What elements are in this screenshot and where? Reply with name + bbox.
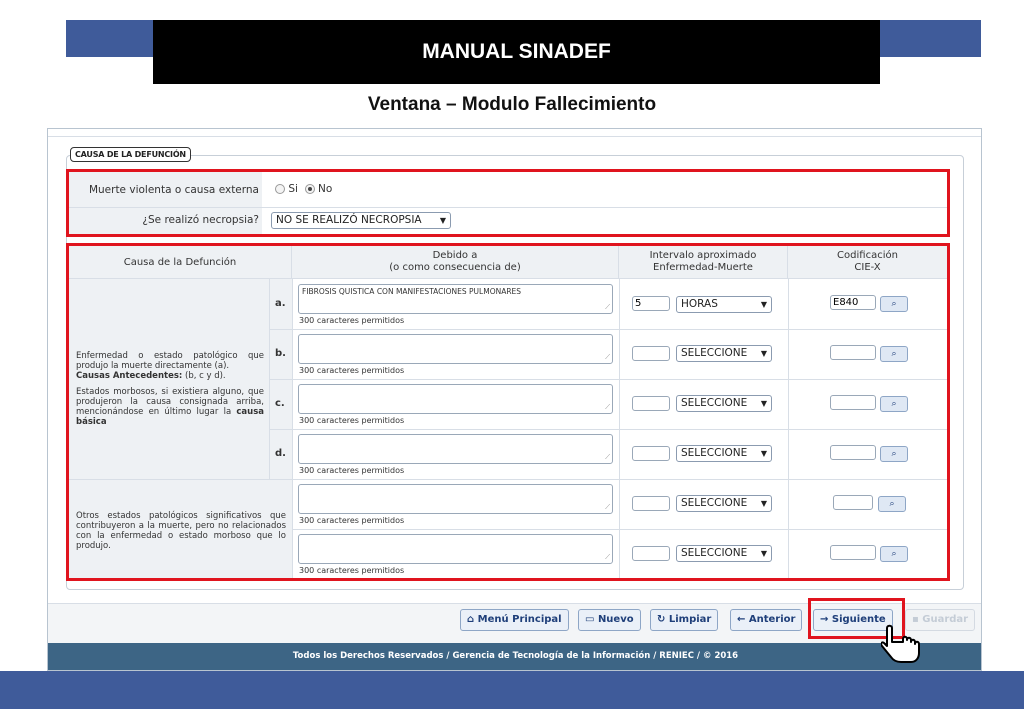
- header-interval-l2: Enfermedad-Muerte: [653, 262, 753, 273]
- header-stripe-right: [876, 20, 981, 57]
- search-icon[interactable]: ⌕: [880, 446, 908, 462]
- home-icon: ⌂: [467, 614, 475, 625]
- footer: Todos los Derechos Reservados / Gerencia de Tecnología de la Información / RENIEC / © 2016: [48, 643, 982, 671]
- other-states-description: Otros estados patológicos significativos que contribuyeron a la muerte, pero no relacionados con la enfermedad o estado morboso que lo produjo.: [76, 511, 286, 551]
- menu-principal-button[interactable]: [460, 609, 569, 631]
- unit-value-c: SELECCIONE: [681, 397, 748, 409]
- nuevo-label: Nuevo: [597, 614, 634, 625]
- unit-value-other-2: SELECCIONE: [681, 547, 748, 559]
- desc-direct: Enfermedad o estado patológico que produjo la muerte directamente (a).: [76, 351, 264, 371]
- siguiente-label: Siguiente: [831, 614, 886, 625]
- desc-basic-cause: causa básica: [76, 407, 264, 427]
- new-document-icon: ▭: [585, 614, 595, 625]
- header-cause: Causa de la Defunción: [69, 246, 292, 279]
- char-hint: 300 caracteres permitidos: [299, 316, 405, 325]
- resize-grip-icon: ⟋: [605, 353, 610, 361]
- anterior-button[interactable]: [730, 609, 802, 631]
- window-subtitle: Ventana – Modulo Fallecimiento: [367, 94, 657, 115]
- slide-bottom-band: [0, 671, 1024, 709]
- desc-morbid-text: Estados morbosos, si existiera alguno, que produjeron la causa consignada arriba, mencionándose en último lugar la: [76, 387, 264, 417]
- chevron-down-icon: ▼: [760, 449, 767, 458]
- row-letter-b: b.: [275, 348, 286, 359]
- save-icon: ▪: [912, 614, 919, 625]
- section-legend: CAUSA DE LA DEFUNCIÓN: [70, 147, 191, 162]
- row-letter-c: c.: [275, 398, 285, 409]
- limpiar-button[interactable]: [650, 609, 718, 631]
- arrow-right-icon: →: [820, 614, 829, 625]
- highlight-box-top: [66, 169, 950, 237]
- radio-si-label: Si: [288, 183, 298, 195]
- code-input-a[interactable]: E840: [830, 295, 876, 310]
- chevron-down-icon: ▼: [760, 399, 767, 408]
- nuevo-button[interactable]: [578, 609, 641, 631]
- header-stripe-left: [66, 20, 156, 57]
- cause-text-a: FIBROSIS QUISTICA CON MANIFESTACIONES PULMONARES: [302, 287, 522, 296]
- search-icon[interactable]: ⌕: [878, 496, 906, 512]
- desc-antecedents-rest: (b, c y d).: [182, 371, 226, 381]
- chevron-down-icon: ▼: [760, 549, 767, 558]
- search-icon[interactable]: ⌕: [880, 346, 908, 362]
- char-hint: 300 caracteres permitidos: [299, 466, 405, 475]
- char-hint: 300 caracteres permitidos: [299, 566, 405, 575]
- limpiar-label: Limpiar: [668, 614, 712, 625]
- resize-grip-icon: ⟋: [605, 553, 610, 561]
- resize-grip-icon: ⟋: [605, 453, 610, 461]
- char-hint: 300 caracteres permitidos: [299, 416, 405, 425]
- chevron-down-icon: ▼: [760, 349, 767, 358]
- necropsy-value: NO SE REALIZÓ NECROPSIA: [276, 214, 422, 226]
- guardar-label: Guardar: [922, 614, 969, 625]
- anterior-label: Anterior: [748, 614, 796, 625]
- unit-value-b: SELECCIONE: [681, 347, 748, 359]
- highlight-box-table: [66, 243, 950, 581]
- resize-grip-icon: ⟋: [605, 403, 610, 411]
- resize-grip-icon: ⟋: [605, 303, 610, 311]
- search-icon[interactable]: ⌕: [880, 396, 908, 412]
- header-code-l1: Codificación: [837, 250, 898, 261]
- row-letter-a: a.: [275, 298, 286, 309]
- arrow-left-icon: ←: [737, 614, 746, 625]
- char-hint: 300 caracteres permitidos: [299, 366, 405, 375]
- interval-input-a[interactable]: 5: [632, 296, 670, 311]
- chevron-down-icon: ▼: [439, 216, 446, 225]
- chevron-down-icon: ▼: [760, 499, 767, 508]
- unit-value-other-1: SELECCIONE: [681, 497, 748, 509]
- header-code-l2: CIE-X: [854, 262, 881, 273]
- desc-antecedents-bold: Causas Antecedentes:: [76, 371, 183, 381]
- menu-principal-label: Menú Principal: [477, 614, 562, 625]
- refresh-icon: ↻: [657, 614, 666, 625]
- app-screenshot: [47, 128, 982, 671]
- search-icon[interactable]: ⌕: [880, 296, 908, 312]
- resize-grip-icon: ⟋: [605, 503, 610, 511]
- necropsy-label: ¿Se realizó necropsia?: [142, 214, 259, 226]
- search-icon[interactable]: ⌕: [880, 546, 908, 562]
- unit-value-a: HORAS: [681, 298, 718, 310]
- header-due-to-l1: Debido a: [432, 250, 478, 261]
- radio-no-label: No: [317, 183, 333, 195]
- manual-title: MANUAL SINADEF: [153, 20, 880, 84]
- unit-value-d: SELECCIONE: [681, 447, 748, 459]
- header-interval-l1: Intervalo aproximado: [649, 250, 757, 261]
- chevron-down-icon: ▼: [760, 300, 767, 309]
- char-hint: 300 caracteres permitidos: [299, 516, 405, 525]
- pointer-hand-icon: [881, 624, 923, 664]
- row-letter-d: d.: [275, 448, 286, 459]
- violent-death-label: Muerte violenta o causa externa: [88, 184, 259, 196]
- header-due-to-l2: (o como consecuencia de): [389, 262, 521, 273]
- scroll-edge: [48, 129, 982, 137]
